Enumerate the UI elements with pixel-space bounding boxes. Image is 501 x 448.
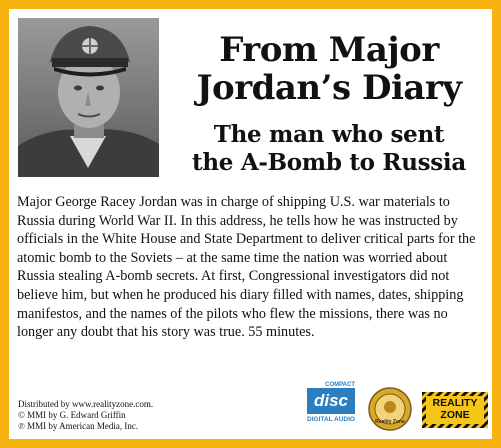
cd-logo-top-text: COMPACT bbox=[325, 382, 355, 388]
sign-line-2: ZONE bbox=[440, 409, 470, 421]
credit-copyright: © MMI by G. Edward Griffin bbox=[18, 410, 126, 420]
title-line-2: Jordan’s Diary bbox=[196, 68, 462, 108]
reality-zone-seal-icon bbox=[368, 387, 412, 431]
portrait-photo bbox=[18, 18, 159, 177]
credits-block bbox=[18, 399, 218, 432]
credit-distributor: Distributed by www.realityzone.com. bbox=[18, 399, 154, 409]
reality-zone-sign-logo bbox=[422, 392, 488, 428]
portrait-image bbox=[18, 18, 159, 177]
title-line-1: From Major bbox=[219, 30, 439, 70]
page-title bbox=[169, 31, 489, 107]
subtitle-line-2: the A-Bomb to Russia bbox=[192, 149, 466, 176]
sign-line-1: REALITY bbox=[432, 397, 478, 409]
seal-text: Reality Zone bbox=[375, 419, 405, 425]
cd-logo-main-text: disc bbox=[307, 388, 355, 414]
seal-graphic bbox=[368, 387, 412, 431]
subtitle-line-1: The man who sent bbox=[213, 121, 445, 148]
cover-panel bbox=[9, 9, 492, 439]
subtitle bbox=[169, 121, 489, 177]
cd-logo-bottom-text: DIGITAL AUDIO bbox=[307, 416, 355, 423]
compact-disc-logo bbox=[307, 382, 355, 428]
sign-text bbox=[427, 397, 483, 421]
description-text: Major George Racey Jordan was in charge of shipping U.S. war materials to Russia during World War II. In this address, he tells how he was instructed by officials in the White House and State Department to deliver critical parts for the atomic bomb to the Soviets – at the same time the nation was worried about Russia stealing A-bomb secrets. At first, Congressional investigators did not believe him, but when he produced his diary filled with names, dates, shipping manifestos, and the names of the pilots who flew the missions, there was no longer any doubt that his story was true. 55 minutes. bbox=[17, 194, 476, 341]
credit-phonogram: ℗ MMI by American Media, Inc. bbox=[18, 421, 139, 431]
